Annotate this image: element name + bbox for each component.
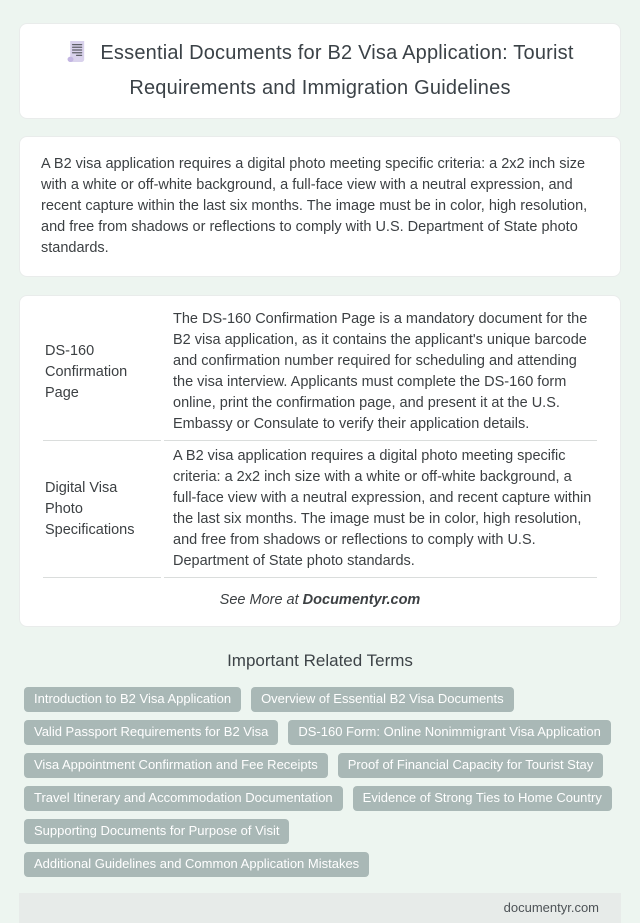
related-term-tag[interactable]: Introduction to B2 Visa Application [24, 687, 241, 712]
related-term-tag[interactable]: Supporting Documents for Purpose of Visit [24, 819, 289, 844]
receipt-icon [66, 40, 87, 73]
title-card [19, 23, 621, 119]
description-cell: The DS-160 Confirmation Page is a mandatory document for the B2 visa application, as it contains the applicant's unique barcode and confirmation number required for scheduling and attending the visa interview. Applicants must complete the DS-160 form online, print the confirmation page, and present it at the U.S. Embassy or Consulate to verify their application details. [164, 304, 597, 441]
footer-domain: documentyr.com [503, 900, 599, 915]
related-terms-heading: Important Related Terms [227, 651, 413, 670]
related-term-tag[interactable]: Overview of Essential B2 Visa Documents [251, 687, 514, 712]
related-term-tag[interactable]: Proof of Financial Capacity for Tourist Stay [338, 753, 603, 778]
related-term-tag[interactable]: Visa Appointment Confirmation and Fee Receipts [24, 753, 328, 778]
page-title [54, 38, 586, 104]
page-title-text: Essential Documents for B2 Visa Application: Tourist Requirements and Immigration Guidelines [100, 42, 574, 99]
related-term-tag[interactable]: Valid Passport Requirements for B2 Visa [24, 720, 278, 745]
related-term-tag[interactable]: Additional Guidelines and Common Application Mistakes [24, 852, 369, 877]
footer-bar [19, 893, 621, 923]
table-row [43, 441, 597, 578]
related-term-tag[interactable]: Travel Itinerary and Accommodation Documentation [24, 786, 343, 811]
details-table [40, 304, 600, 578]
term-cell: Digital Visa Photo Specifications [43, 441, 161, 578]
see-more-site-link[interactable]: Documentyr.com [302, 592, 421, 608]
summary-text: A B2 visa application requires a digital photo meeting specific criteria: a 2x2 inch size with a white or off-white background, a full-face view with a neutral expression, and recent capture within the last six months. The image must be in color, high resolution, and free from shadows or reflections to comply with U.S. Department of State photo standards. [41, 156, 588, 256]
related-terms-list [19, 687, 621, 877]
see-more-text: See More at [219, 592, 303, 608]
related-term-tag[interactable]: Evidence of Strong Ties to Home Country [353, 786, 612, 811]
table-row [43, 304, 597, 441]
details-card [19, 295, 621, 627]
see-more-note [40, 592, 600, 608]
related-term-tag[interactable]: DS-160 Form: Online Nonimmigrant Visa Application [288, 720, 611, 745]
description-cell: A B2 visa application requires a digital photo meeting specific criteria: a 2x2 inch size with a white or off-white background, a full-face view with a neutral expression, and recent capture within the last six months. The image must be in color, high resolution, and free from shadows or reflections to comply with U.S. Department of State photo standards. [164, 441, 597, 578]
summary-card [19, 136, 621, 277]
term-cell: DS-160 Confirmation Page [43, 304, 161, 441]
